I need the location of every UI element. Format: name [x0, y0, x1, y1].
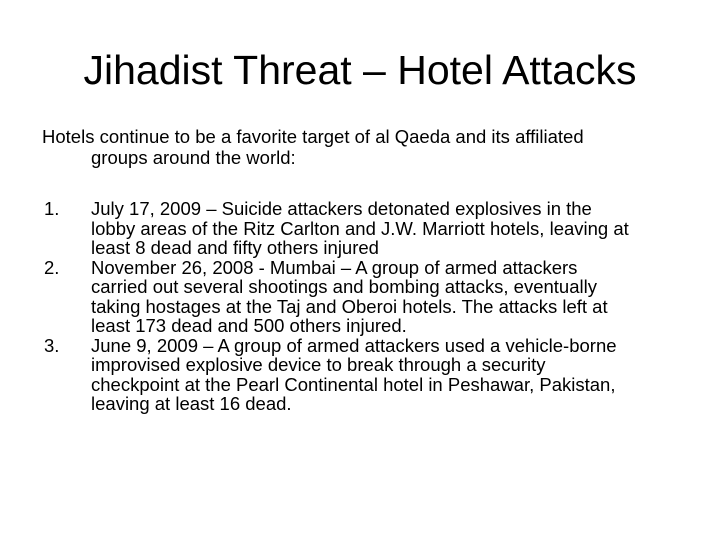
list-item-line: July 17, 2009 – Suicide attackers detonated explosives in the: [91, 198, 592, 219]
list-item-3: [44, 336, 704, 414]
list-item-2: [44, 258, 704, 336]
list-item-line: June 9, 2009 – A group of armed attackers used a vehicle-borne: [91, 334, 617, 356]
list-item-line: least 173 dead and 500 others injured.: [91, 315, 407, 336]
list-item-line: leaving at least 16 dead.: [91, 393, 292, 414]
list-item-number: 2.: [44, 256, 60, 278]
list-item-1: [44, 199, 704, 258]
list-item-text: [91, 258, 704, 336]
list-item-text: [91, 336, 704, 414]
list-item-line: checkpoint at the Pearl Continental hotel in Peshawar, Pakistan,: [91, 373, 616, 395]
list-item-text: [91, 199, 704, 258]
list-item-line: taking hostages at the Taj and Oberoi hotels. The attacks left at: [91, 295, 608, 317]
list-item-line: lobby areas of the Ritz Carlton and J.W. Marriott hotels, leaving at: [91, 217, 629, 239]
list-item-line: improvised explosive device to break through a security: [91, 354, 546, 375]
slide-title: Jihadist Threat – Hotel Attacks: [83, 47, 637, 93]
list-item-number: 3.: [44, 334, 60, 356]
attack-list: [44, 199, 704, 414]
list-item-number: 1.: [44, 198, 60, 219]
list-item-line: least 8 dead and fifty others injured: [91, 237, 379, 258]
intro-line: groups around the world:: [91, 147, 296, 168]
list-item-line: carried out several shootings and bombing attacks, eventually: [91, 276, 597, 297]
list-item-line: November 26, 2008 - Mumbai – A group of armed attackers: [91, 256, 578, 278]
intro-paragraph: [42, 126, 682, 168]
intro-line: Hotels continue to be a favorite target of al Qaeda and its affiliated: [42, 126, 584, 147]
